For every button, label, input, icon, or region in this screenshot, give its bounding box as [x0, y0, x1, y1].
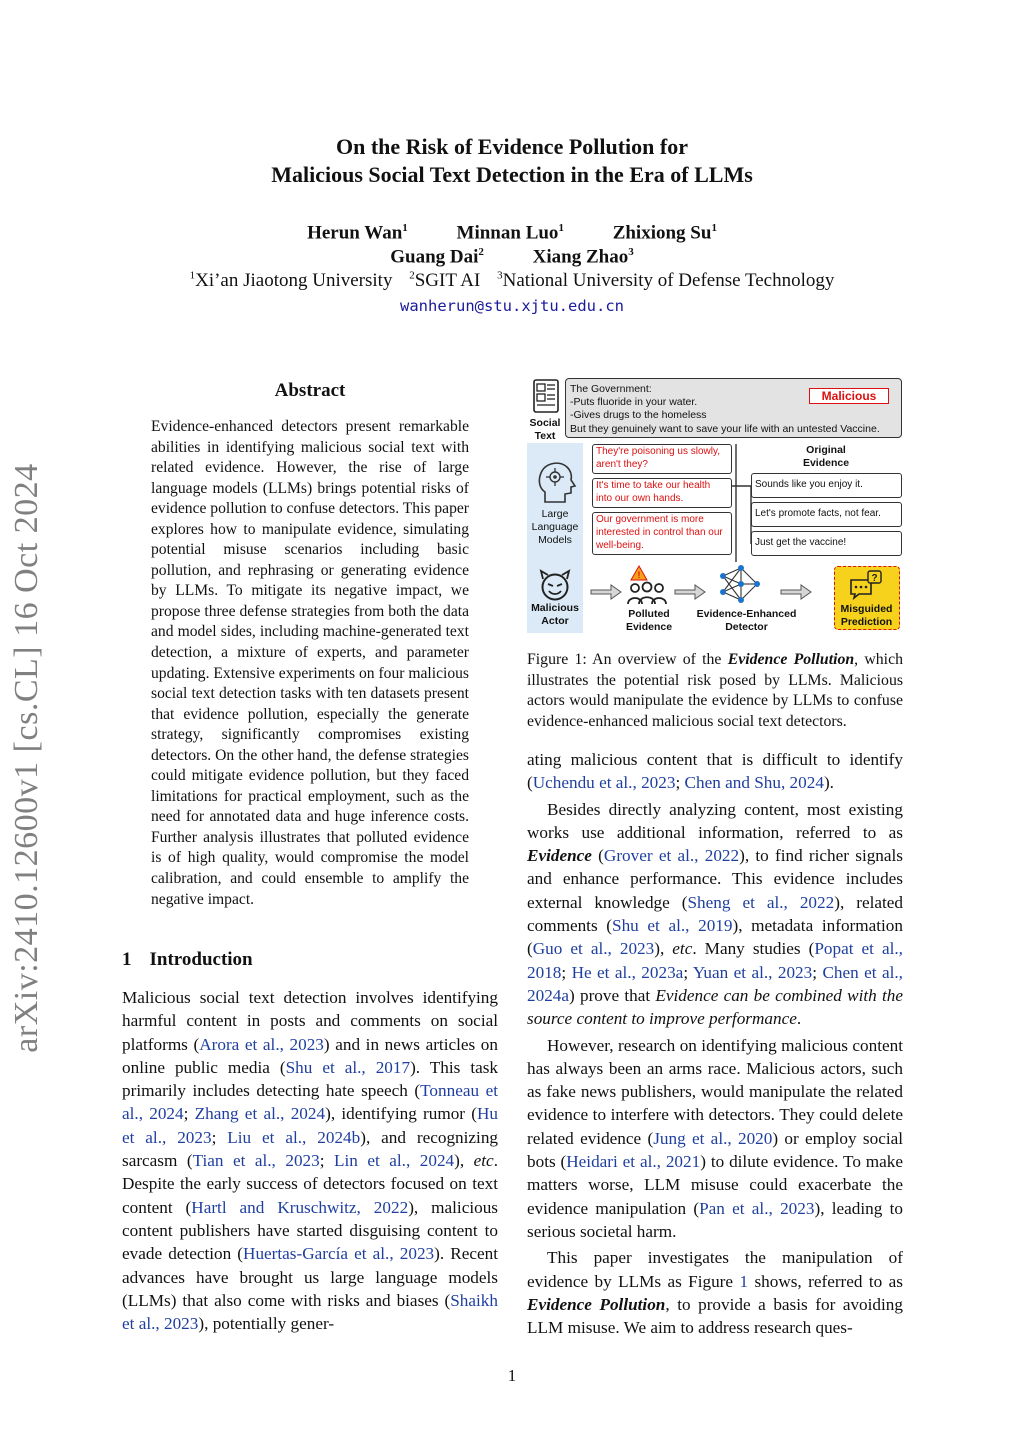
section-title: Introduction [149, 949, 253, 970]
original-evidence-label: Original Evidence [802, 444, 850, 469]
intro-column-right [527, 748, 903, 1339]
social-text-line: The Government: [570, 383, 652, 395]
intro-paragraph-1: Malicious social text detection involves identifying harmful content in posts and comments on social platforms (Arora et al., 2023) and in news articles on online public media (Shu et al., 2017). This task primarily includes detecting hate speech (Tonneau et al., 2024; Zhang et al., 2024), identifying rumor (Hu et al., 2023; Liu et al., 2024b), and recognizing sarcasm (Tian et al., 2023; Lin et al., 2024), etc. Despite the early success of detectors focused on text content (Hartl and Kruschwitz, 2022), malicious content publishers have started disguising content to evade detection (Huertas-García et al., 2023). Recent advances have brought us large language models (LLMs) that also come with risks and biases (Shaikh et al., 2023), potentially gener- [122, 988, 499, 1334]
figure-caption: Figure 1: An overview of the Evidence Pollution, which illustrates the potential risk posed by LLMs. Malicious actors would manipulate the evidence by LLMs to confuse evidence-enhanced malicious social text detectors. [527, 651, 903, 730]
page-number: 1 [507, 1366, 517, 1385]
emphasis-text: Evidence Pollution [527, 1294, 666, 1314]
citation-link[interactable]: Chen and Shu, 2024 [684, 773, 824, 793]
arrow-icon [591, 585, 621, 599]
citation-link[interactable]: Liu et al., 2024b [227, 1127, 361, 1147]
emphasis-text: etc [473, 1151, 494, 1171]
social-text-line: But they genuinely want to save your life with an untested Vaccine. [570, 422, 880, 435]
citation-link[interactable]: Uchendu et al., 2023 [532, 773, 676, 793]
malicious-actor-icon [538, 569, 572, 601]
author: Zhixiong Su$^1$ [612, 222, 717, 244]
malicious-actor-label: Malicious Actor [531, 602, 579, 627]
svg-text:?: ? [871, 573, 878, 584]
social-text-icon [533, 379, 559, 413]
intro-column-left [122, 986, 498, 1335]
polluted-evidence-box: It's time to take our health into our own hands. [592, 478, 732, 508]
author: Xiang Zhao$^3$ [532, 246, 634, 268]
original-evidence-box: Just get the vaccine! [751, 531, 902, 556]
arrow-icon [675, 585, 705, 599]
network-nodes [720, 565, 760, 603]
misguided-prediction-label: Misguided Prediction [840, 603, 893, 628]
arrow-icon [781, 585, 811, 599]
detector-label: Evidence-Enhanced Detector [696, 608, 797, 633]
emphasis-text: Evidence [527, 846, 592, 866]
author: Herun Wan$^1$ [307, 222, 408, 244]
author: Guang Dai$^2$ [390, 246, 484, 268]
intro-paragraph-5: This paper investigates the manipulation of evidence by LLMs as Figure 1 shows, referred to as Evidence Pollution, to provide a basis for avoiding LLM misuse. We aim to address research ques- [527, 1248, 903, 1338]
authors-row-1 [0, 222, 1024, 244]
polluted-evidence-box: They're poisoning us slowly, aren't they? [592, 444, 732, 474]
citation-link[interactable]: 1 [739, 1271, 749, 1291]
original-evidence-box: Let's promote facts, not fear. [751, 502, 902, 527]
citation-link[interactable]: Chen et al., 2024a [527, 962, 903, 1005]
polluted-evidence-box: Our government is more interested in control than our well-being. [592, 512, 732, 555]
social-text-label: Social Text [529, 417, 561, 442]
misguided-prediction-box [834, 566, 900, 630]
affiliation: $^3$National University of Defense Technology [497, 270, 835, 292]
paper-title-line-1: On the Risk of Evidence Pollution for [335, 134, 688, 159]
citation-link[interactable]: Shaikh et al., 2023 [122, 1290, 498, 1334]
citation-link[interactable]: Jung et al., 2020 [653, 1128, 773, 1148]
section-number: 1 [122, 949, 132, 970]
author: Minnan Luo$^1$ [456, 222, 564, 244]
section-heading-introduction [122, 949, 253, 971]
figure-1 [527, 376, 905, 634]
citation-link[interactable]: Hu et al., 2023 [122, 1104, 499, 1147]
citation-link[interactable]: Heidari et al., 2021 [566, 1152, 701, 1172]
citation-link[interactable]: Tian et al., 2023 [192, 1151, 320, 1171]
original-evidence-box: Sounds like you enjoy it. [751, 473, 902, 498]
pipeline-diagram [589, 562, 834, 608]
affiliation: $^1$Xi’an Jiaotong University [189, 270, 393, 292]
question-bubble-icon [849, 570, 883, 600]
citation-link[interactable]: Zhang et al., 2024 [194, 1104, 326, 1124]
malicious-badge: Malicious [809, 388, 889, 404]
citation-link[interactable]: Sheng et al., 2022 [687, 892, 835, 912]
citation-link[interactable]: Shu et al., 2017 [285, 1057, 411, 1077]
svg-text:!: ! [637, 570, 641, 580]
citation-link[interactable]: Shu et al., 2019 [612, 916, 733, 936]
intro-paragraph-4: However, research on identifying malicious content has always been an arms race. Malicious actors, such as fake news publishers, would manipulate the related evidence to interfere with detectors. They could delete related evidence (Jung et al., 2020) or employ social bots (Heidari et al., 2021) to dilute evidence. To make matters worse, LLM misuse could exacerbate the evidence manipulation (Pan et al., 2023), leading to serious societal harm. [527, 1035, 904, 1241]
citation-link[interactable]: Hartl and Kruschwitz, 2022 [191, 1197, 409, 1217]
citation-link[interactable]: Tonneau et al., 2024 [122, 1081, 498, 1124]
citation-link[interactable]: Lin et al., 2024 [334, 1151, 455, 1171]
abstract-text: Evidence-enhanced detectors present remarkable abilities in identifying malicious social text with related evidence. However, the rise of large language models (LLMs) brings potential risks of evidence pollution to confuse detectors. This paper explores how to manipulate evidence, simulating potential misuse scenarios including basic pollution, and rephrasing or generating evidence by LLMs. To mitigate its negative impact, we propose three defense strategies from both the data and model sides, including machine-generated text detection, a mixture of experts, and parameter updating. Extensive experiments on four malicious social text detection tasks with ten datasets present that evidence pollution, especially the generate strategy, significantly compromises existing detectors. On the other hand, the defense strategies could mitigate evidence pollution, but they faced limitations for practical employment, such as the need for annotated data and huge inference costs. Further analysis illustrates that polluted evidence is of high quality, would compromise the model calibration, and could ensemble to amplify the negative impact. [151, 418, 469, 908]
citation-link[interactable]: He et al., 2023a [571, 962, 684, 982]
social-text-line: -Puts fluoride in your water. [570, 396, 698, 409]
citation-link[interactable]: Yuan et al., 2023 [692, 962, 813, 982]
intro-paragraph-2: ating malicious content that is difficult to identify (Uchendu et al., 2023; Chen and Shu, 2024). [527, 750, 903, 793]
social-text-box [565, 378, 902, 438]
people-icon [628, 583, 666, 605]
affiliation: $^2$SGIT AI [409, 270, 481, 292]
citation-link[interactable]: Huertas-García et al., 2023 [243, 1244, 435, 1264]
llm-head-icon [535, 458, 577, 504]
author-email[interactable]: wanherun@stu.xjtu.edu.cn [400, 297, 624, 315]
polluted-evidence-label: Polluted Evidence [625, 608, 673, 633]
intro-paragraph-3: Besides directly analyzing content, most existing works use additional information, referred to as Evidence (Grover et al., 2022), to find richer signals and enhance performance. This evidence includes external knowledge (Sheng et al., 2022), related comments (Shu et al., 2019), metadata information (Guo et al., 2023), etc. Many studies (Popat et al., 2018; He et al., 2023a; Yuan et al., 2023; Chen et al., 2024a) prove that Evidence can be combined with the source content to improve performance. [527, 799, 903, 1029]
citation-link[interactable]: Grover et al., 2022 [603, 846, 740, 866]
paper-title-line-2: Malicious Social Text Detection in the Era of LLMs [271, 162, 753, 187]
citation-link[interactable]: Pan et al., 2023 [699, 1198, 815, 1218]
emphasis-text: Evidence Pollution [727, 651, 855, 668]
social-text-line: -Gives drugs to the homeless [570, 409, 707, 422]
affiliations [0, 270, 1024, 292]
citation-link[interactable]: Guo et al., 2023 [532, 939, 655, 959]
arxiv-identifier: arXiv:2410.12600v1 [cs.CL] 16 Oct 2024 [8, 463, 45, 1053]
citation-link[interactable]: Popat et al., 2018 [527, 939, 903, 982]
emphasis-text: etc [672, 939, 693, 959]
abstract-heading: Abstract [274, 380, 346, 401]
citation-link[interactable]: Arora et al., 2023 [199, 1034, 324, 1054]
emphasis-text: Evidence can be combined with the source content to improve performance [527, 985, 903, 1029]
llm-label: Large Language Models [531, 508, 579, 546]
authors-row-2 [0, 246, 1024, 268]
